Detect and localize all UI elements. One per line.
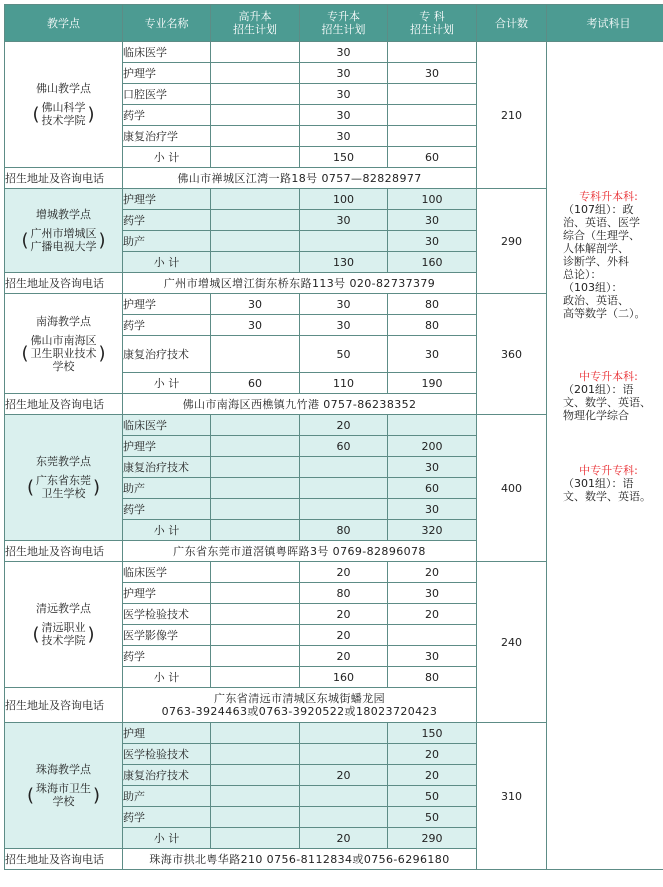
subtotal-label: 小 计: [123, 147, 211, 168]
zsb-cell: [300, 478, 388, 499]
site-name: 珠海教学点: [36, 763, 91, 776]
site-institution: [5, 227, 122, 253]
site-total: 210: [477, 42, 547, 189]
gsb-cell: [211, 786, 300, 807]
site-name: 清远教学点: [36, 602, 91, 615]
zsb-cell: 50: [300, 336, 388, 373]
exam-line: 总论）：: [563, 268, 602, 281]
exam-section-title: 中专升本科:: [579, 370, 638, 383]
zsb-cell: 30: [300, 126, 388, 147]
zk-cell: 150: [388, 723, 477, 744]
zk-cell: 20: [388, 604, 477, 625]
site-name-cell: [5, 294, 123, 394]
header-zk: 专 科 招生计划: [388, 5, 477, 42]
site-institution: [5, 101, 122, 127]
subtotal-zk: 190: [388, 373, 477, 394]
zk-cell: 30: [388, 499, 477, 520]
header-major: 专业名称: [123, 5, 211, 42]
enrollment-table: [4, 4, 663, 870]
site-total: 290: [477, 189, 547, 294]
subtotal-gsb: [211, 520, 300, 541]
zsb-cell: 100: [300, 189, 388, 210]
major-cell: 康复治疗技术: [123, 765, 211, 786]
site-institution: [5, 474, 122, 500]
institution-line: 卫生学校: [41, 487, 86, 500]
exam-line: 文、数学、英语。: [563, 490, 651, 503]
exam-line: （201组）：语: [563, 383, 634, 396]
left-paren-glyph: (: [26, 784, 34, 806]
major-cell: 药学: [123, 807, 211, 828]
left-paren-glyph: (: [21, 229, 29, 251]
right-paren-glyph: ): [93, 784, 101, 806]
site-name: 佛山教学点: [36, 82, 91, 95]
zsb-cell: 30: [300, 315, 388, 336]
zsb-cell: 30: [300, 42, 388, 63]
major-cell: 临床医学: [123, 562, 211, 583]
subtotal-zk: 60: [388, 147, 477, 168]
subtotal-zk: 80: [388, 667, 477, 688]
subtotal-zsb: 160: [300, 667, 388, 688]
zsb-cell: [300, 723, 388, 744]
major-cell: 医学检验技术: [123, 604, 211, 625]
zsb-cell: 60: [300, 436, 388, 457]
gsb-cell: [211, 562, 300, 583]
zsb-cell: 30: [300, 84, 388, 105]
site-name: 增城教学点: [36, 208, 91, 221]
address-line: 珠海市拱北粤华路210 0756-8112834或0756-6296180: [149, 852, 450, 866]
gsb-cell: [211, 436, 300, 457]
left-paren-glyph: (: [32, 623, 40, 645]
zk-cell: 30: [388, 646, 477, 667]
exam-section-1: [547, 203, 663, 320]
gsb-cell: [211, 583, 300, 604]
exam-line: 物理化学综合: [563, 409, 629, 422]
subtotal-label: 小 计: [123, 520, 211, 541]
exam-subjects: [547, 42, 663, 870]
zk-cell: [388, 126, 477, 147]
zk-cell: 30: [388, 63, 477, 84]
gsb-cell: [211, 478, 300, 499]
zsb-cell: 80: [300, 583, 388, 604]
zsb-cell: 30: [300, 105, 388, 126]
header-total: 合计数: [477, 5, 547, 42]
address-label: 招生地址及咨询电话: [5, 273, 123, 294]
exam-line: 文、数学、英语、: [563, 396, 651, 409]
left-paren-glyph: (: [32, 103, 40, 125]
major-cell: 药学: [123, 105, 211, 126]
exam-section-title: 中专升专科:: [579, 464, 638, 477]
major-cell: 药学: [123, 646, 211, 667]
exam-line: 人体解剖学、: [563, 242, 629, 255]
zsb-cell: [300, 807, 388, 828]
zk-cell: [388, 415, 477, 436]
zk-cell: 30: [388, 336, 477, 373]
major-cell: 助产: [123, 478, 211, 499]
gsb-cell: [211, 807, 300, 828]
zsb-cell: 20: [300, 562, 388, 583]
header-exam: 考试科目: [547, 5, 663, 42]
major-cell: 护理学: [123, 63, 211, 84]
major-cell: 康复治疗技术: [123, 336, 211, 373]
exam-section-title: 专科升本科:: [579, 190, 638, 203]
site-name-cell: [5, 42, 123, 168]
site-institution: [5, 782, 122, 808]
institution-line: 学校: [52, 795, 75, 808]
site-name-cell: [5, 415, 123, 541]
major-cell: 护理学: [123, 436, 211, 457]
exam-line: 政治、英语、: [563, 294, 629, 307]
institution-line: 技术学院: [41, 634, 86, 647]
subtotal-gsb: [211, 828, 300, 849]
major-cell: 康复治疗学: [123, 126, 211, 147]
zsb-cell: 20: [300, 765, 388, 786]
address-label: 招生地址及咨询电话: [5, 849, 123, 870]
subtotal-gsb: [211, 147, 300, 168]
gsb-cell: [211, 105, 300, 126]
right-paren-glyph: ): [98, 229, 106, 251]
address-text: [123, 849, 477, 870]
site-name-cell: [5, 723, 123, 849]
gsb-cell: [211, 63, 300, 84]
subtotal-zk: 160: [388, 252, 477, 273]
site-total: 310: [477, 723, 547, 870]
exam-line: 诊断学、外科: [563, 255, 629, 268]
right-paren-glyph: ): [87, 103, 95, 125]
zk-cell: 20: [388, 562, 477, 583]
institution-line: 广播电视大学: [30, 240, 97, 253]
address-line: 佛山市禅城区江湾一路18号 0757—82828977: [177, 171, 422, 185]
subtotal-label: 小 计: [123, 667, 211, 688]
subtotal-zk: 320: [388, 520, 477, 541]
zk-cell: 30: [388, 457, 477, 478]
institution-line: 广东省东莞: [36, 474, 91, 487]
address-line: 广东省东莞市道滘镇粤晖路3号 0769-82896078: [173, 544, 426, 558]
zsb-cell: 20: [300, 625, 388, 646]
zk-cell: [388, 84, 477, 105]
exam-section-2: [547, 383, 663, 422]
site-name: 南海教学点: [36, 314, 91, 328]
site-total: 240: [477, 562, 547, 723]
zk-cell: 80: [388, 315, 477, 336]
gsb-cell: [211, 189, 300, 210]
zk-cell: [388, 625, 477, 646]
gsb-cell: [211, 126, 300, 147]
zsb-cell: 20: [300, 646, 388, 667]
major-cell: 助产: [123, 231, 211, 252]
gsb-cell: 30: [211, 315, 300, 336]
zk-cell: 20: [388, 765, 477, 786]
major-cell: 护理学: [123, 189, 211, 210]
major-cell: 药学: [123, 499, 211, 520]
address-line: 佛山市南海区西樵镇九竹港 0757-86238352: [182, 397, 417, 411]
zsb-cell: 30: [300, 294, 388, 315]
major-cell: 护理: [123, 723, 211, 744]
subtotal-zsb: 80: [300, 520, 388, 541]
major-cell: 临床医学: [123, 415, 211, 436]
gsb-cell: [211, 604, 300, 625]
institution-line: 学校: [52, 359, 75, 373]
institution-line: 珠海市卫生: [36, 782, 91, 795]
site-name: 东莞教学点: [36, 455, 91, 468]
institution-line: 佛山市南海区: [30, 333, 97, 347]
zk-cell: 80: [388, 294, 477, 315]
institution-line: 技术学院: [41, 114, 86, 127]
header-zsb: 专升本 招生计划: [300, 5, 388, 42]
subtotal-gsb: 60: [211, 373, 300, 394]
address-text: [123, 273, 477, 294]
table-row: [5, 42, 663, 63]
site-name-cell: [5, 562, 123, 688]
institution-line: 佛山科学: [41, 101, 86, 114]
gsb-cell: [211, 457, 300, 478]
zk-cell: [388, 105, 477, 126]
zk-cell: 50: [388, 786, 477, 807]
right-paren-glyph: ): [93, 476, 101, 498]
subtotal-gsb: [211, 252, 300, 273]
major-cell: 助产: [123, 786, 211, 807]
address-label: 招生地址及咨询电话: [5, 168, 123, 189]
zsb-cell: 20: [300, 604, 388, 625]
gsb-cell: [211, 231, 300, 252]
gsb-cell: [211, 723, 300, 744]
exam-line: 高等数学（二）。: [563, 307, 646, 320]
gsb-cell: [211, 744, 300, 765]
zsb-cell: [300, 499, 388, 520]
gsb-cell: [211, 646, 300, 667]
zk-cell: 200: [388, 436, 477, 457]
site-total: 360: [477, 294, 547, 415]
subtotal-zsb: 20: [300, 828, 388, 849]
subtotal-zk: 290: [388, 828, 477, 849]
gsb-cell: 30: [211, 294, 300, 315]
header-site: 教学点: [5, 5, 123, 42]
address-text: [123, 394, 477, 415]
address-line: 广东省清远市清城区东城街蟠龙园: [214, 692, 385, 705]
major-cell: 护理学: [123, 294, 211, 315]
zk-cell: 20: [388, 744, 477, 765]
zsb-cell: [300, 744, 388, 765]
zk-cell: 30: [388, 583, 477, 604]
left-paren-glyph: (: [21, 342, 29, 364]
gsb-cell: [211, 336, 300, 373]
zsb-cell: 30: [300, 210, 388, 231]
zk-cell: 50: [388, 807, 477, 828]
subtotal-label: 小 计: [123, 828, 211, 849]
site-institution: [5, 621, 122, 647]
institution-line: 卫生职业技术: [30, 346, 97, 360]
address-line: 广州市增城区增江街东桥东路113号 020-82737379: [163, 276, 436, 290]
major-cell: 药学: [123, 315, 211, 336]
subtotal-zsb: 150: [300, 147, 388, 168]
subtotal-zsb: 130: [300, 252, 388, 273]
subtotal-label: 小 计: [123, 373, 211, 394]
exam-section-3: [547, 477, 663, 503]
right-paren-glyph: ): [98, 342, 106, 364]
zk-cell: 30: [388, 210, 477, 231]
exam-line: 综合（生理学、: [563, 229, 640, 242]
site-total: 400: [477, 415, 547, 562]
site-institution: [5, 334, 122, 373]
institution-line: 广州市增城区: [30, 227, 97, 240]
left-paren-glyph: (: [26, 476, 34, 498]
zsb-cell: 30: [300, 63, 388, 84]
zk-cell: [388, 42, 477, 63]
exam-line: 治、英语、医学: [563, 216, 640, 229]
address-label: 招生地址及咨询电话: [5, 541, 123, 562]
major-cell: 康复治疗技术: [123, 457, 211, 478]
major-cell: 护理学: [123, 583, 211, 604]
zk-cell: 100: [388, 189, 477, 210]
zk-cell: 30: [388, 231, 477, 252]
zsb-cell: 20: [300, 415, 388, 436]
major-cell: 药学: [123, 210, 211, 231]
major-cell: 临床医学: [123, 42, 211, 63]
exam-line: （107组）：政: [563, 203, 634, 216]
gsb-cell: [211, 625, 300, 646]
exam-line: （103组）：: [563, 281, 623, 294]
address-label: 招生地址及咨询电话: [5, 394, 123, 415]
gsb-cell: [211, 210, 300, 231]
major-cell: 医学检验技术: [123, 744, 211, 765]
address-text: [123, 168, 477, 189]
address-text: [123, 541, 477, 562]
gsb-cell: [211, 84, 300, 105]
zsb-cell: [300, 457, 388, 478]
zsb-cell: [300, 231, 388, 252]
gsb-cell: [211, 765, 300, 786]
subtotal-zsb: 110: [300, 373, 388, 394]
gsb-cell: [211, 415, 300, 436]
major-cell: 口腔医学: [123, 84, 211, 105]
right-paren-glyph: ): [87, 623, 95, 645]
site-name-cell: [5, 189, 123, 273]
zsb-cell: [300, 786, 388, 807]
address-text: [123, 688, 477, 723]
subtotal-gsb: [211, 667, 300, 688]
address-line: 0763-3924463或0763-3920522或18023720423: [161, 705, 438, 718]
gsb-cell: [211, 42, 300, 63]
header-gsb: 高升本 招生计划: [211, 5, 300, 42]
institution-line: 清远职业: [41, 621, 86, 634]
subtotal-label: 小 计: [123, 252, 211, 273]
gsb-cell: [211, 499, 300, 520]
exam-line: （301组）：语: [563, 477, 634, 490]
major-cell: 医学影像学: [123, 625, 211, 646]
zk-cell: 60: [388, 478, 477, 499]
address-label: 招生地址及咨询电话: [5, 688, 123, 723]
